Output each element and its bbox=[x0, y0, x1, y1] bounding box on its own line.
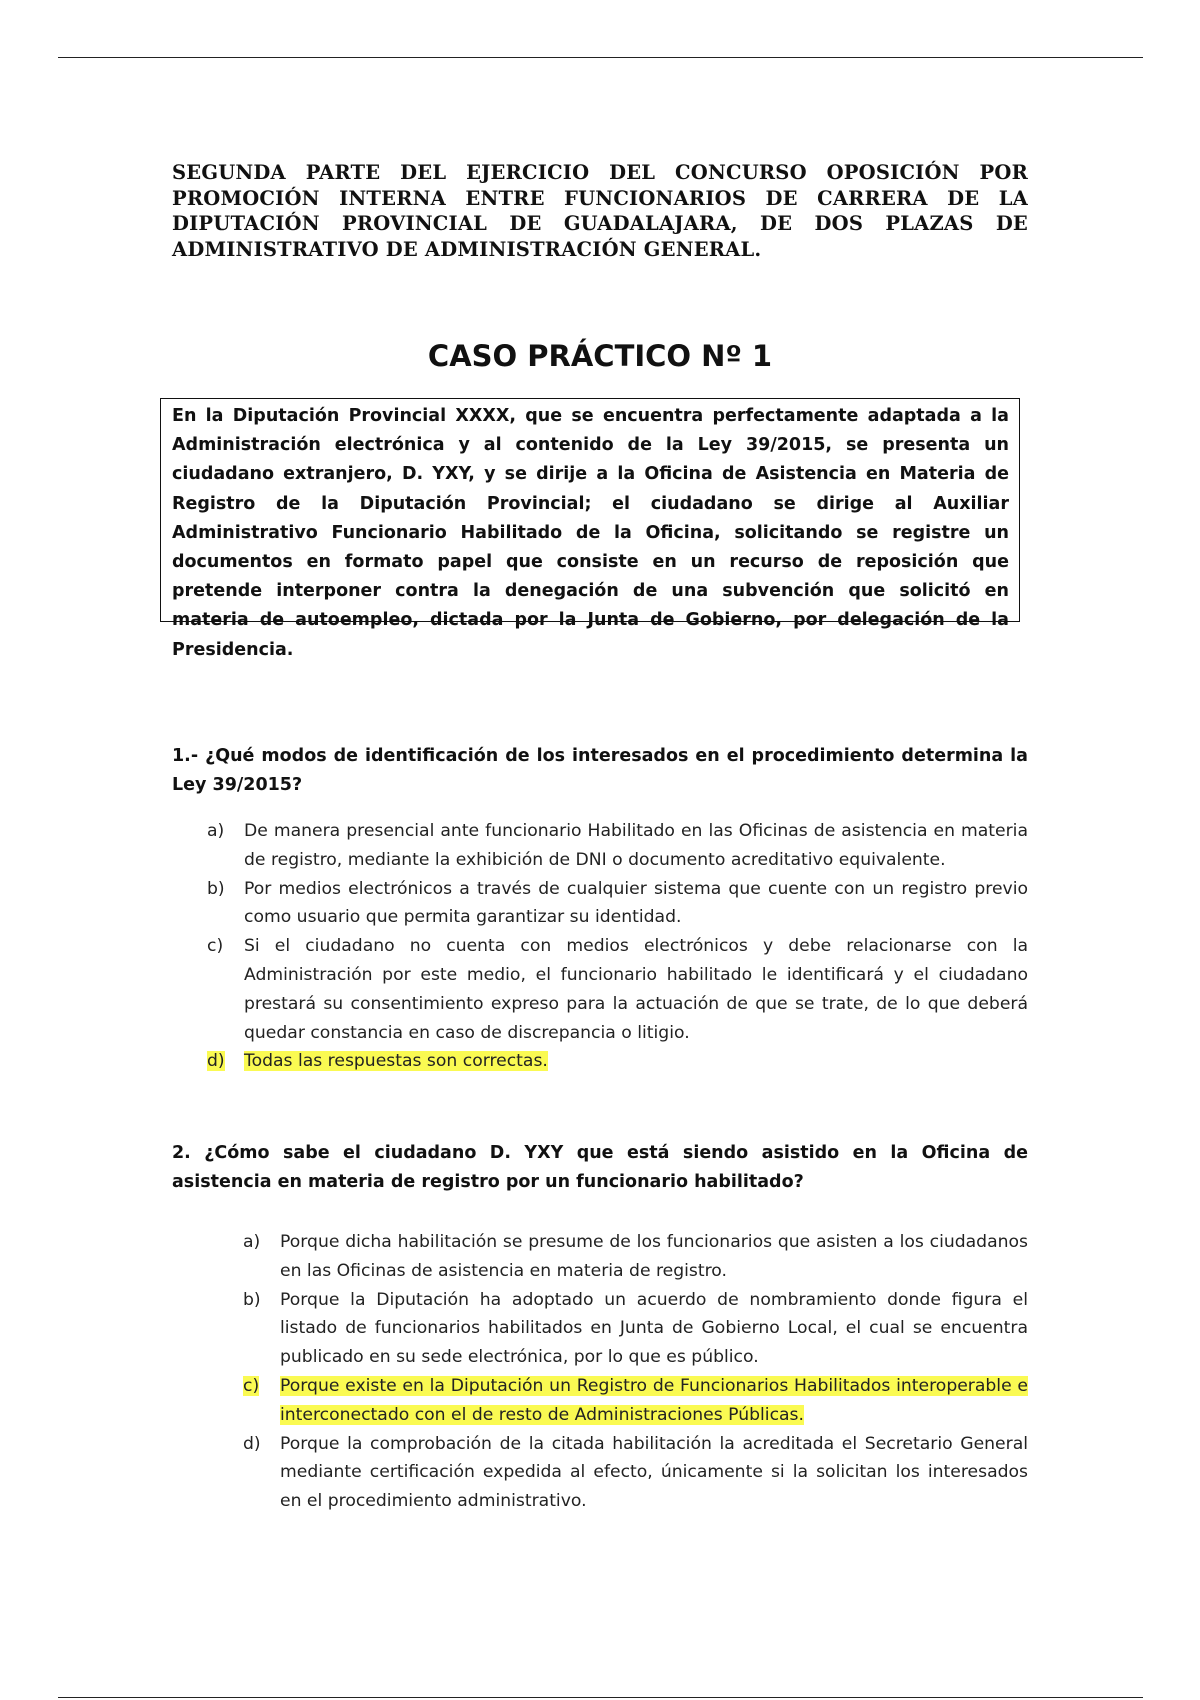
question-1-option-b bbox=[207, 875, 1028, 933]
question-1-option-c bbox=[207, 932, 1028, 1047]
question-2-option-c-correct bbox=[243, 1372, 1028, 1430]
option-letter: c) bbox=[207, 936, 224, 957]
option-letter: c) bbox=[243, 1375, 260, 1396]
option-letter: b) bbox=[243, 1289, 261, 1310]
case-statement-box: En la Diputación Provincial XXXX, que se encuentra perfectamente adaptada a la Administración electrónica y al contenido de la Ley 39/2015, se presenta un ciudadano extranjero, D. YXY, y se dirije a la Oficina de Asistencia en Materia de Registro de la Diputación Provincial; el ciudadano se dirige al Auxiliar Administrativo Funcionario Habilitado de la Oficina, solicitando se registre un documentos en formato papel que consiste en un recurso de reposición que pretende interponer contra la denegación de una subvención que solicitó en materia de autoempleo, dictada por la Junta de Gobierno, por delegación de la Presidencia. bbox=[160, 398, 1020, 622]
option-text: Porque la Diputación ha adoptado un acuerdo de nombramiento donde figura el listado de funcionarios habilitados en Junta de Gobierno Local, el cual se encuentra publicado en su sede electrónica, por lo que es público. bbox=[280, 1289, 1028, 1368]
case-title: CASO PRÁCTICO Nº 1 bbox=[427, 339, 773, 373]
question-1-options bbox=[207, 817, 1028, 1076]
question-2-text: 2. ¿Cómo sabe el ciudadano D. YXY que está siendo asistido en la Oficina de asistencia en materia de registro por un funcionario habilitado? bbox=[172, 1143, 1028, 1192]
option-letter: a) bbox=[207, 821, 225, 841]
option-text: De manera presencial ante funcionario Habilitado en las Oficinas de asistencia en materia de registro, mediante la exhibición de DNI o documento acreditativo equivalente. bbox=[244, 821, 1028, 870]
bottom-rule bbox=[58, 1697, 1143, 1698]
option-text-highlighted: Porque existe en la Diputación un Registro de Funcionarios Habilitados interoperable e interconectado con el de resto de Administraciones Públicas. bbox=[280, 1375, 1028, 1425]
question-1-text: 1.- ¿Qué modos de identificación de los interesados en el procedimiento determina la Ley 39/2015? bbox=[172, 746, 1028, 795]
option-text: Porque dicha habilitación se presume de los funcionarios que asisten a los ciudadanos en las Oficinas de asistencia en materia de registro. bbox=[280, 1232, 1028, 1281]
exam-heading: SEGUNDA PARTE DEL EJERCICIO DEL CONCURSO OPOSICIÓN POR PROMOCIÓN INTERNA ENTRE FUNCIONARIOS DE CARRERA DE LA DIPUTACIÓN PROVINCIAL DE GUADALAJARA, DE DOS PLAZAS DE ADMINISTRATIVO DE ADMINISTRACIÓN GENERAL. bbox=[172, 161, 1028, 261]
option-text: Si el ciudadano no cuenta con medios electrónicos y debe relacionarse con la Administración por este medio, el funcionario habilitado le identificará y el ciudadano prestará su consentimiento expreso para la actuación de que se trate, de lo que deberá quedar constancia en caso de discrepancia o litigio. bbox=[244, 936, 1028, 1043]
option-letter: d) bbox=[207, 1051, 225, 1072]
option-text-highlighted: Todas las respuestas son correctas. bbox=[244, 1051, 548, 1072]
option-letter: b) bbox=[207, 878, 225, 899]
option-letter: d) bbox=[243, 1433, 261, 1454]
question-2-option-b bbox=[243, 1286, 1028, 1372]
option-text: Porque la comprobación de la citada habilitación la acreditada el Secretario General mediante certificación expedida al efecto, únicamente si la solicitan los interesados en el procedimiento administrativo. bbox=[280, 1433, 1028, 1512]
question-1-option-d-correct bbox=[207, 1047, 1028, 1076]
option-letter: a) bbox=[243, 1232, 261, 1252]
option-text: Por medios electrónicos a través de cualquier sistema que cuente con un registro previo como usuario que permita garantizar su identidad. bbox=[244, 878, 1028, 928]
top-rule bbox=[58, 57, 1143, 58]
question-2-options bbox=[243, 1228, 1028, 1516]
question-2-option-d bbox=[243, 1430, 1028, 1516]
question-2-option-a bbox=[243, 1228, 1028, 1286]
question-1-option-a bbox=[207, 817, 1028, 875]
